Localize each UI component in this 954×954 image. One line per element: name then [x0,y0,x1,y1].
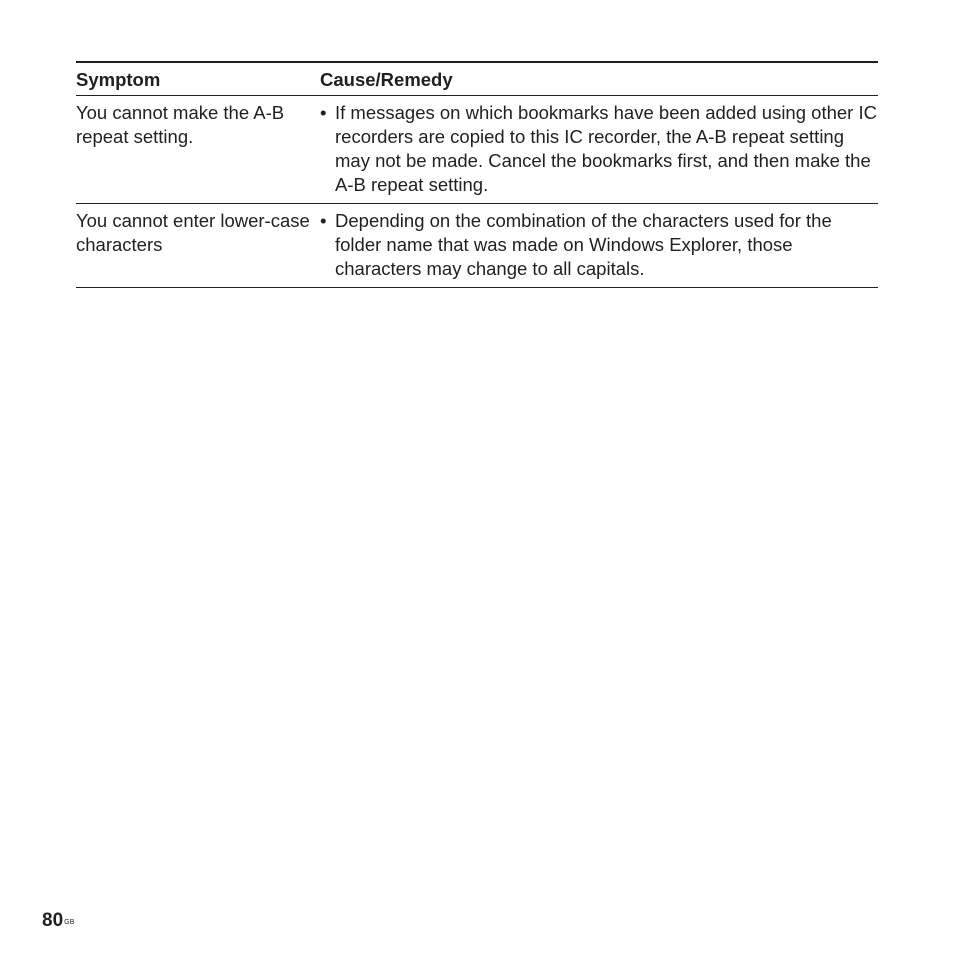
bullet-icon: • [320,102,327,123]
page-number [42,909,74,933]
remedy-text: Depending on the combination of the characters used for the folder name that was made on Windows Explorer, those characters may change to all capitals. [335,210,832,279]
cause-cell [320,209,878,287]
table-header-row [76,63,878,96]
remedy-text: If messages on which bookmarks have been added using other IC recorders are copied to this IC recorder, the A-B repeat setting may not be made. Cancel the bookmarks first, and then make the A-B repeat setting. [335,102,877,195]
remedy-item [320,101,878,197]
symptom-cell: You cannot enter lower-case characters [76,210,310,255]
table-row [76,204,878,288]
page-number-value: 80 [42,910,64,931]
cause-cell [320,101,878,203]
remedy-item [320,209,878,281]
troubleshooting-table [76,61,878,288]
header-cause-remedy: Cause/Remedy [320,69,453,90]
header-symptom: Symptom [76,69,161,90]
bullet-icon: • [320,210,327,231]
symptom-cell: You cannot make the A-B repeat setting. [76,102,285,147]
page-region-suffix: GB [64,919,75,926]
table-row [76,96,878,204]
